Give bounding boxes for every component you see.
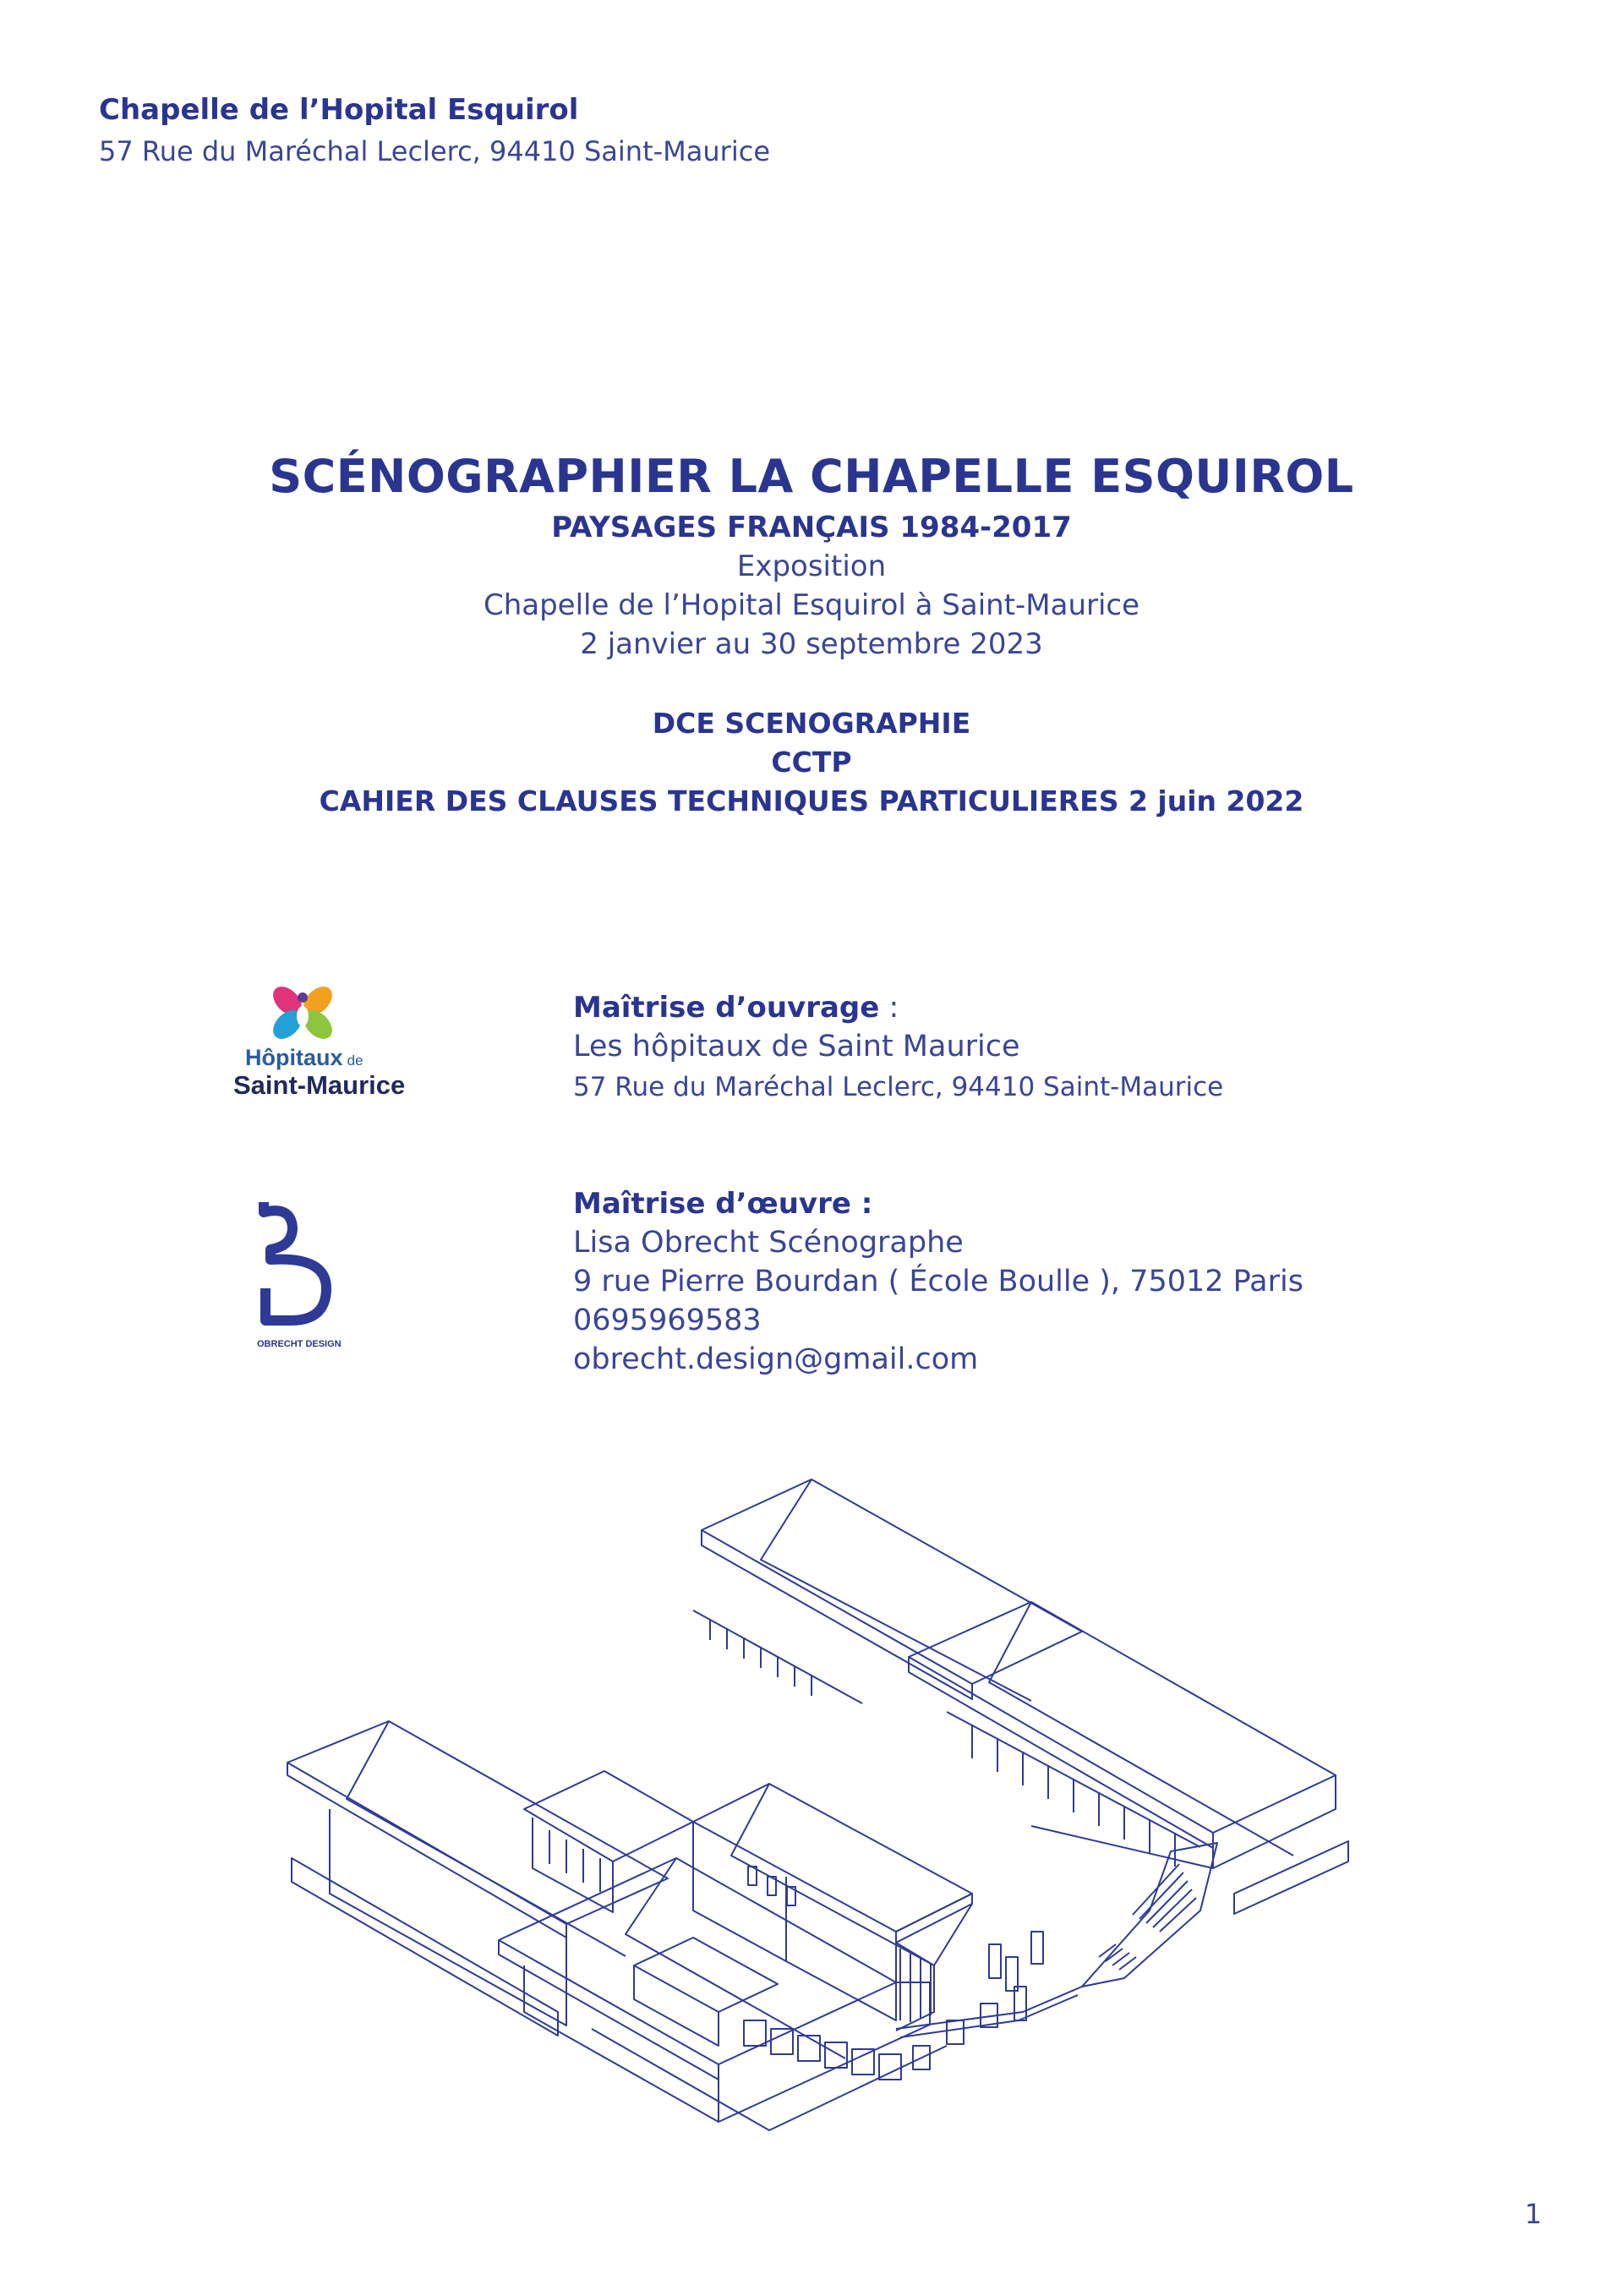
isometric-chapel-drawing [270, 1471, 1369, 2164]
logo-saint-maurice-text: Saint-Maurice [233, 1070, 406, 1100]
venue-address: 57 Rue du Maréchal Leclerc, 94410 Saint-Maurice [99, 135, 770, 167]
dce-heading: DCE SCENOGRAPHIE [652, 707, 971, 740]
oeuvre-label: Maîtrise d’œuvre : [573, 1187, 873, 1221]
page-number: 1 [1524, 2198, 1542, 2230]
obrecht-b-icon [254, 1194, 355, 1329]
ouvrage-colon: : [879, 991, 899, 1025]
obrecht-design-logo [254, 1194, 372, 1354]
cctp-heading: CCTP [771, 746, 852, 779]
flower-icon [227, 979, 379, 1047]
logo-de-text: de [347, 1052, 363, 1069]
ouvrage-address: 57 Rue du Maréchal Leclerc, 94410 Saint-Maurice [573, 1072, 1224, 1102]
ouvrage-label: Maîtrise d’ouvrage [573, 991, 880, 1025]
right-wing-roof [909, 1602, 1336, 1833]
venue-title: Chapelle de l’Hopital Esquirol [99, 93, 579, 127]
hopitaux-saint-maurice-logo [227, 979, 406, 1106]
exhibition-subtitle: PAYSAGES FRANÇAIS 1984-2017 [551, 511, 1072, 544]
obrecht-design-caption: OBRECHT DESIGN [257, 1339, 342, 1349]
oeuvre-email[interactable] [573, 1342, 978, 1376]
exhibition-location: Chapelle de l’Hopital Esquirol à Saint-Maurice [483, 588, 1140, 622]
document-title: SCÉNOGRAPHIER LA CHAPELLE ESQUIROL [269, 450, 1354, 503]
exhibition-type: Exposition [736, 549, 887, 583]
exhibition-panels [744, 1932, 1043, 2080]
oeuvre-phone: 0695969583 [573, 1304, 762, 1337]
logo-hopitaux-text: Hôpitaux [245, 1045, 343, 1070]
oeuvre-email-text[interactable]: obrecht.design@gmail.com [573, 1342, 979, 1376]
exhibition-dates: 2 janvier au 30 septembre 2023 [580, 627, 1043, 661]
ouvrage-label-row [573, 991, 899, 1025]
staircase [896, 1843, 1217, 2037]
cahier-heading: CAHIER DES CLAUSES TECHNIQUES PARTICULIERES 2 juin 2022 [319, 784, 1304, 817]
oeuvre-name: Lisa Obrecht Scénographe [573, 1226, 964, 1260]
oeuvre-address: 9 rue Pierre Bourdan ( École Boulle ), 75012 Paris [573, 1265, 1303, 1298]
left-wing-roof [287, 1721, 668, 1924]
ouvrage-name: Les hôpitaux de Saint Maurice [573, 1030, 1020, 1063]
